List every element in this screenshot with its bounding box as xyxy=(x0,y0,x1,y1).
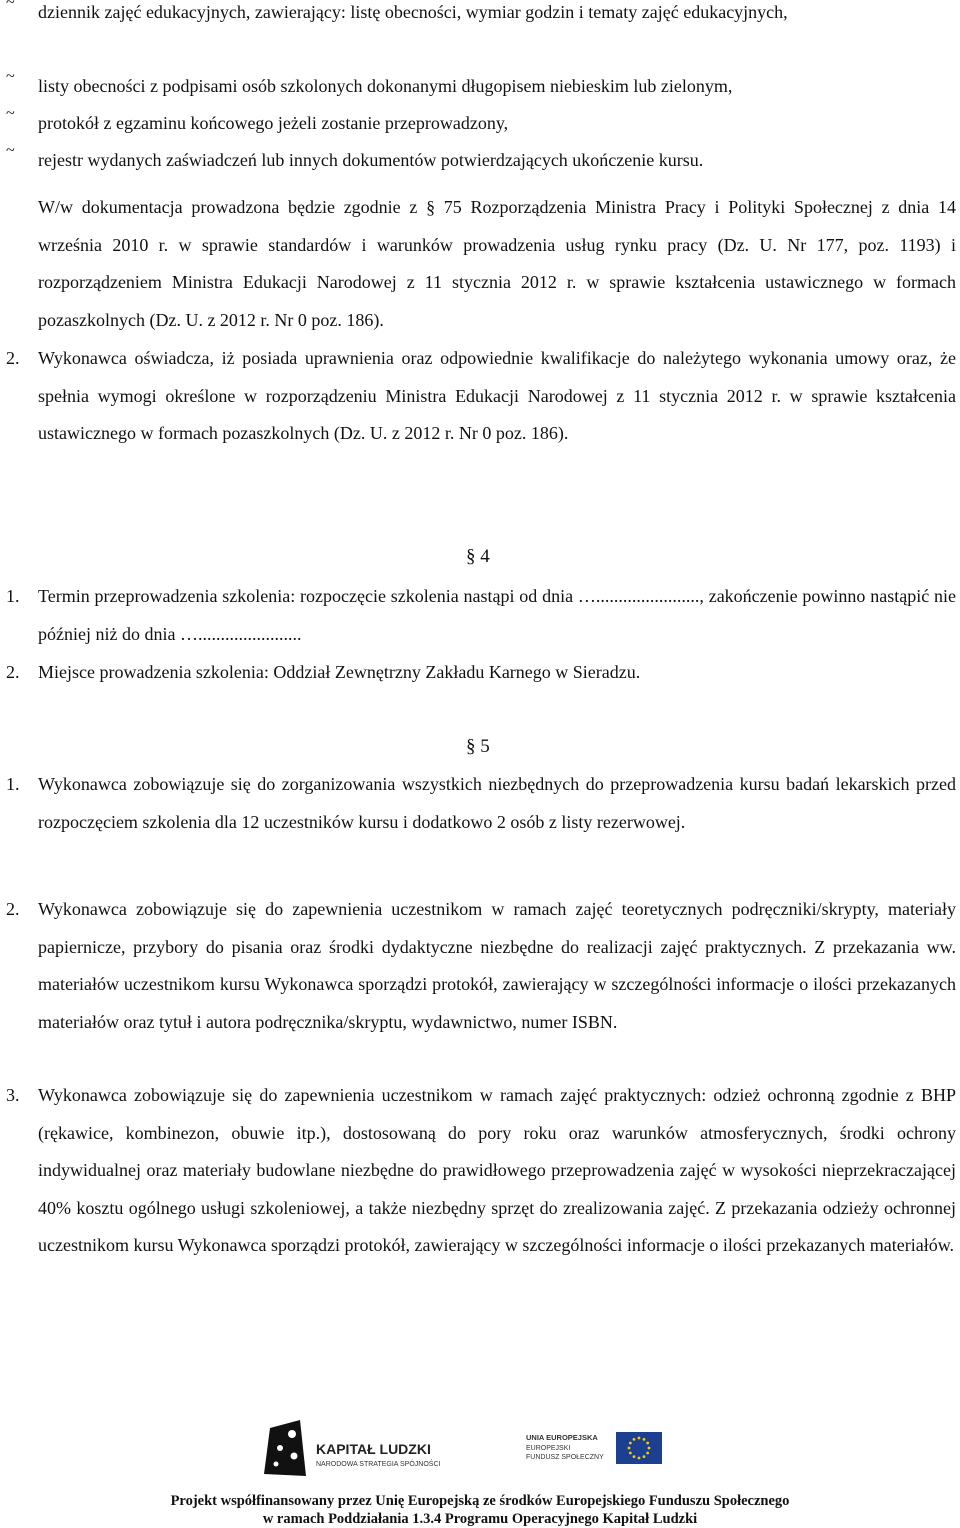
eu-star-icon xyxy=(646,1452,649,1455)
bullet-marker: ~ xyxy=(6,0,15,11)
term-paragraph: Termin przeprowadzenia szkolenia: rozpoczęcie szkolenia nastąpi od dnia …......................., zakończenie powinno nastąpić nie później niż do dnia …....................... xyxy=(38,586,956,644)
eu-star-icon xyxy=(628,1447,631,1450)
item-number: 2. xyxy=(6,662,20,682)
footer-line-2: w ramach Poddziałania 1.3.4 Programu Operacyjnego Kapitał Ludzki xyxy=(262,1511,698,1527)
bullet-marker: ~ xyxy=(6,68,15,85)
location-paragraph: Miejsce prowadzenia szkolenia: Oddział Zewnętrzny Zakładu Karnego w Sieradzu. xyxy=(38,662,641,682)
item-number: 3. xyxy=(6,1085,20,1105)
eu-star-icon xyxy=(633,1438,636,1441)
item-number: 2. xyxy=(6,899,20,919)
bullet-item: listy obecności z podpisami osób szkolonych dokonanymi długopisem niebieskim lub zielonym, xyxy=(38,76,733,96)
kapital-ludzki-name: KAPITAŁ LUDZKI xyxy=(316,1441,431,1457)
eu-star-icon xyxy=(643,1455,646,1458)
eu-star-icon xyxy=(638,1457,641,1460)
eu-star-icon xyxy=(638,1437,641,1440)
materials-paragraph: Wykonawca zobowiązuje się do zapewnienia uczestnikom w ramach zajęć teoretycznych podręczniki/skrypty, materiały papiernicze, przybory do pisania oraz środki dydaktyczne niezbędne do realizacji zajęć praktycznych. Z przekazania ww. materiałów uczestnikom kursu Wykonawca sporządzi protokół, zawierający w szczególności informacje o ilości przekazanych materiałów oraz tytuł i autora podręcznika/skryptu, wydawnictwo, numer ISBN. xyxy=(38,899,956,1032)
eu-social-fund-logo xyxy=(524,1428,704,1478)
section-5-heading: § 5 xyxy=(466,736,490,757)
bullet-marker: ~ xyxy=(6,105,15,122)
eu-line-3: FUNDUSZ SPOŁECZNY xyxy=(526,1454,604,1461)
eu-line-2: EUROPEJSKI xyxy=(526,1445,571,1452)
eu-flag-icon xyxy=(524,1428,704,1478)
eu-star-icon xyxy=(648,1447,651,1450)
eu-star-icon xyxy=(629,1442,632,1445)
declaration-paragraph xyxy=(38,340,956,453)
documentation-paragraph: W/w dokumentacja prowadzona będzie zgodnie z § 75 Rozporządzenia Ministra Pracy i Polityki Społecznej z dnia 14 września 2010 r. w sprawie standardów i warunków prowadzenia usług rynku pracy (Dz. U. Nr 177, poz. 1193) i rozporządzeniem Ministra Edukacji Narodowej z 11 stycznia 2012 r. w sprawie kształcenia ustawicznego w formach pozaszkolnych (Dz. U. z 2012 r. Nr 0 poz. 186). xyxy=(38,197,956,330)
declaration-text: Wykonawca oświadcza, iż posiada uprawnienia oraz odpowiednie kwalifikacje do należytego wykonania umowy oraz, że spełnia wymogi określone w rozporządzeniu Ministra Edukacji Narodowej z 11 stycznia 2012 r. w sprawie kształcenia ustawicznego w formach pozaszkolnych (Dz. U. z 2012 r. Nr 0 poz. 186). xyxy=(38,348,956,443)
item-number: 1. xyxy=(6,586,20,606)
eu-star-icon xyxy=(646,1442,649,1445)
kapital-ludzki-emblem-icon xyxy=(262,1418,462,1480)
kapital-ludzki-logo xyxy=(262,1418,462,1480)
eu-star-icon xyxy=(629,1452,632,1455)
eu-star-icon xyxy=(643,1438,646,1441)
bullet-item: rejestr wydanych zaświadczeń lub innych dokumentów potwierdzających ukończenie kursu. xyxy=(38,150,704,170)
equipment-paragraph: Wykonawca zobowiązuje się do zapewnienia uczestnikom w ramach zajęć praktycznych: odzież ochronną zgodnie z BHP (rękawice, kombinezon, obuwie itp.), dostosowaną do pory roku oraz warunków atmosferycznych, środki ochrony indywidualnej oraz materiały budowlane niezbędne do prawidłowego przeprowadzenia zajęć w wysokości nieprzekraczającej 40% kosztu ogólnego usługi szkoleniowej, a także niezbędny sprzęt do zrealizowania zajęć. Z przekazania odzieży ochronnej uczestnikom kursu Wykonawca sporządzi protokół, zawierający w szczególności informacje o ilości przekazanych materiałów. xyxy=(38,1085,956,1255)
eu-line-1: UNIA EUROPEJSKA xyxy=(526,1433,598,1442)
section-4-heading: § 4 xyxy=(466,546,490,567)
bullet-marker: ~ xyxy=(6,142,15,159)
bullet-item: protokół z egzaminu końcowego jeżeli zostanie przeprowadzony, xyxy=(38,113,509,133)
kapital-ludzki-subtitle: NARODOWA STRATEGIA SPÓJNOŚCI xyxy=(316,1461,441,1468)
medical-paragraph: Wykonawca zobowiązuje się do zorganizowania wszystkich niezbędnych do przeprowadzenia kursu badań lekarskich przed rozpoczęciem szkolenia dla 12 uczestników kursu i dodatkowo 2 osób z listy rezerwowej. xyxy=(38,774,956,832)
footer-line-1: Projekt współfinansowany przez Unię Europejską ze środków Europejskiego Funduszu Społecznego xyxy=(170,1493,790,1509)
item-number: 2. xyxy=(6,348,20,368)
item-number: 1. xyxy=(6,774,20,794)
bullet-item: dziennik zajęć edukacyjnych, zawierający: listę obecności, wymiar godzin i tematy zajęć edukacyjnych, xyxy=(38,2,788,22)
eu-star-icon xyxy=(633,1455,636,1458)
